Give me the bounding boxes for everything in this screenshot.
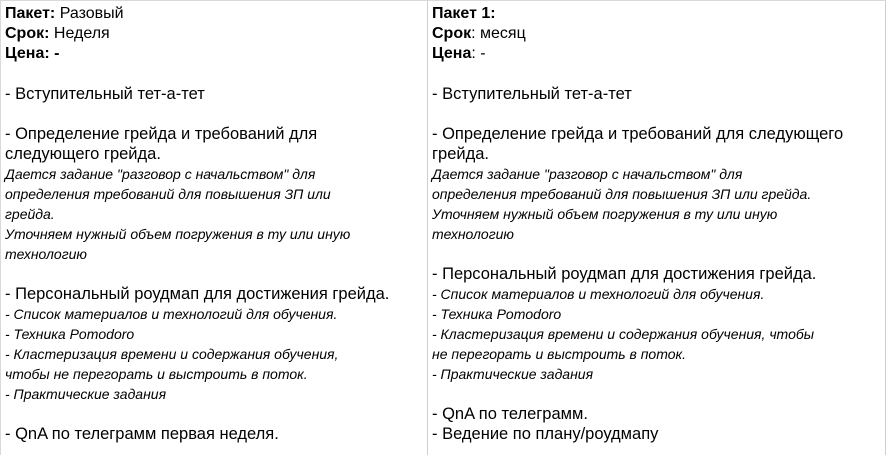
intro-item: - Вступительный тет-а-тет (432, 85, 632, 103)
grade-item-line-1: - Определение грейда и требований для (5, 125, 318, 143)
price-row (432, 44, 881, 64)
package-label: Пакет 1: (432, 5, 496, 22)
price-value: : - (471, 45, 486, 62)
price-label: Цена (432, 45, 472, 62)
qna-item: - QnA по телеграмм первая неделя. (5, 425, 279, 443)
roadmap-guidance-item: - Ведение по плану/роудмапу (432, 425, 659, 443)
roadmap-sub-pomodoro: - Техника Pomodoro (5, 326, 135, 342)
roadmap-sub-practice: - Практические задания (5, 386, 167, 402)
grade-note-line-1: Дается задание "разговор с начальством" для (5, 166, 316, 182)
roadmap-item: - Персональный роудмап для достижения грейда. (432, 265, 817, 283)
package-row (5, 4, 423, 24)
grade-note-line-2: определения требований для повышения ЗП или (5, 186, 331, 202)
roadmap-sub-clustering-line-2: чтобы не перегорать и выстроить в поток. (5, 366, 308, 382)
term-value: : месяц (471, 25, 526, 42)
package-row (432, 4, 881, 24)
package-value: Разовый (55, 5, 124, 22)
package-column-monthly (428, 1, 886, 455)
term-value: Неделя (49, 25, 110, 42)
grade-note-line-3: грейда. (5, 206, 55, 222)
qna-item: - QnA по телеграмм. (432, 405, 588, 423)
roadmap-sub-materials: - Список материалов и технологий для обучения. (5, 306, 338, 322)
roadmap-sub-clustering-line-1: - Кластеризация времени и содержания обучения, (5, 346, 339, 362)
term-label: Срок: (5, 25, 50, 42)
package-label: Пакет: (5, 5, 56, 22)
grade-note-line-5: технологию (5, 246, 87, 262)
grade-note-line-4: Уточняем нужный объем погружения в ту или иную (5, 226, 351, 242)
grade-note-line-1: Дается задание "разговор с начальством" для (432, 166, 743, 182)
grade-item-line-2: грейда. (432, 145, 489, 163)
grade-note-line-4: технологию (432, 226, 514, 242)
roadmap-item: - Персональный роудмап для достижения грейда. (5, 285, 390, 303)
term-row (5, 24, 423, 44)
price-row (5, 44, 423, 64)
grade-item-line-1: - Определение грейда и требований для следующего (432, 125, 844, 143)
roadmap-sub-clustering-line-1: - Кластеризация времени и содержания обучения, чтобы (432, 326, 815, 342)
term-label: Срок (432, 25, 472, 42)
intro-item: - Вступительный тет-а-тет (5, 85, 205, 103)
grade-note-line-3: Уточняем нужный объем погружения в ту или иную (432, 206, 778, 222)
roadmap-sub-practice: - Практические задания (432, 366, 594, 382)
roadmap-sub-materials: - Список материалов и технологий для обучения. (432, 286, 765, 302)
grade-note-line-2: определения требований для повышения ЗП или грейда. (432, 186, 812, 202)
grade-item-line-2: следующего грейда. (5, 145, 161, 163)
price-label: Цена: - (5, 45, 60, 62)
term-row (432, 24, 881, 44)
roadmap-sub-clustering-line-2: не перегорать и выстроить в поток. (432, 346, 687, 362)
roadmap-sub-pomodoro: - Техника Pomodoro (432, 306, 562, 322)
package-column-one-time (0, 1, 428, 455)
